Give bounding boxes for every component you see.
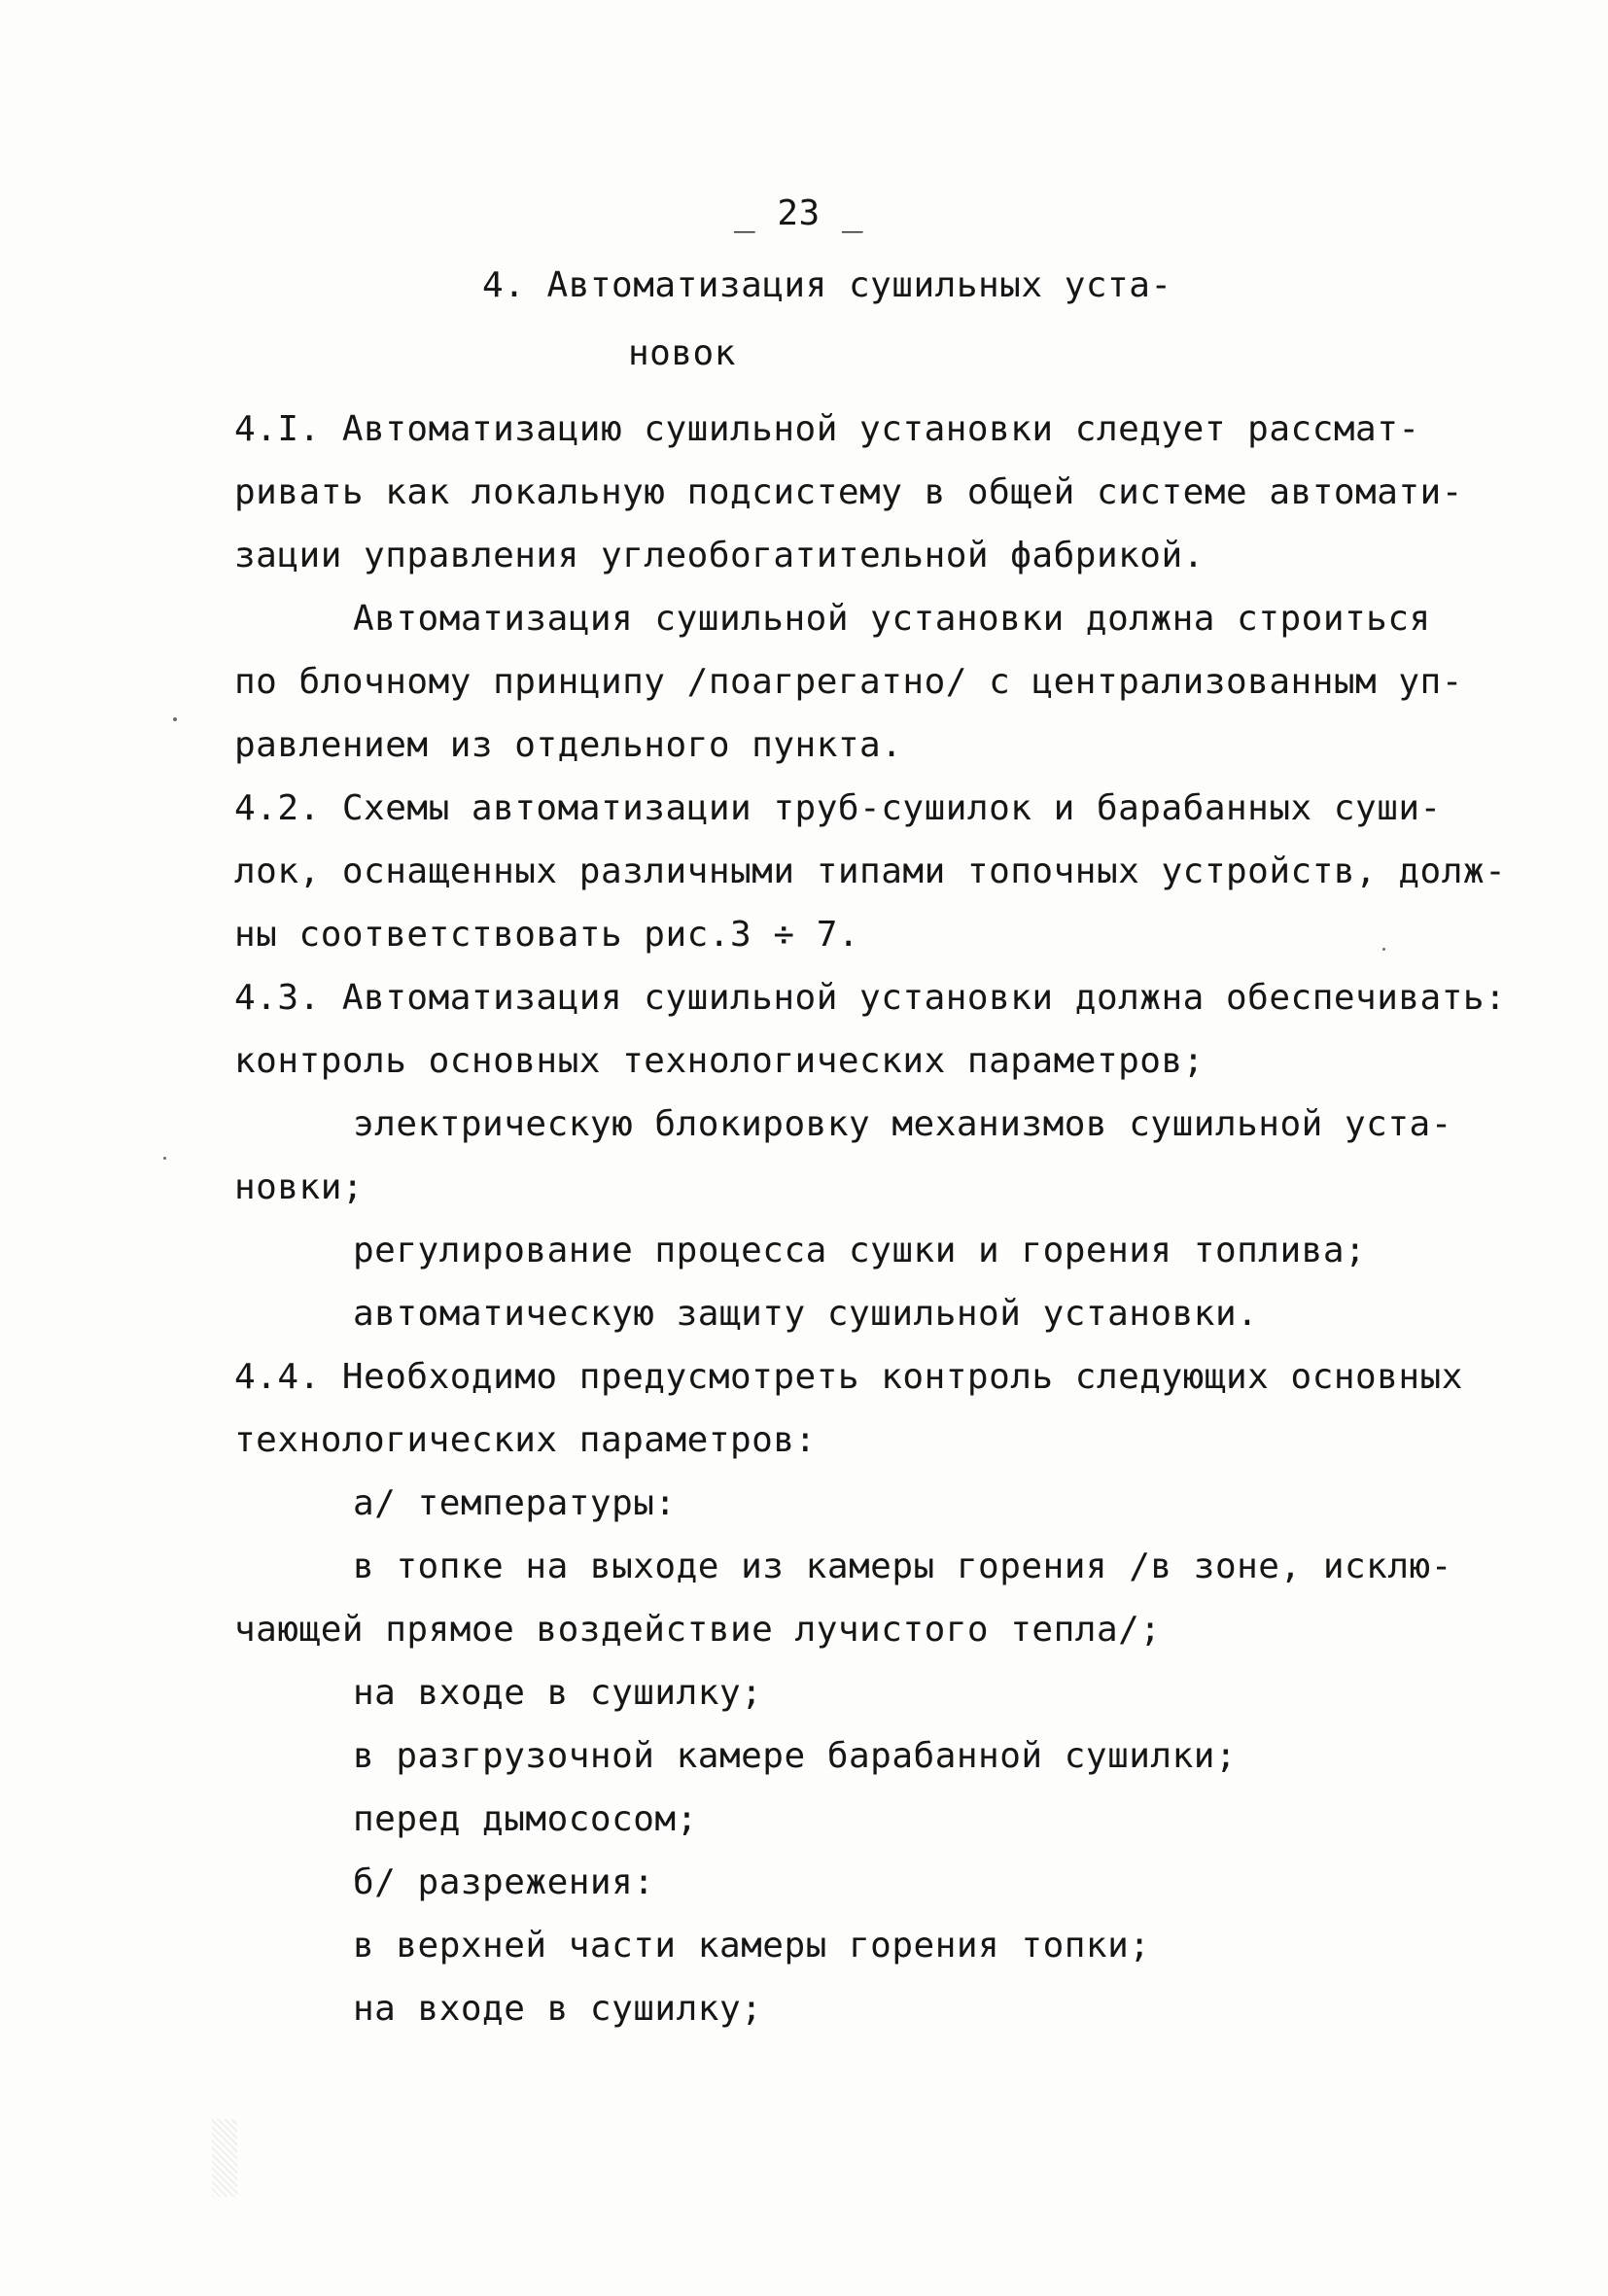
text-line: 4.3. Автоматизация сушильной установки должна обеспечивать: [234,978,1507,1018]
scan-smudge [212,2119,237,2197]
text-line: 4.4. Необходимо предусмотреть контроль следующих основных [234,1357,1463,1397]
text-line: равлением из отдельного пункта. [234,725,903,765]
text-line: новки; [234,1167,365,1207]
section-title-line-2: новок [628,333,736,373]
text-line: в разгрузочной камере барабанной сушилки; [353,1736,1238,1776]
text-line: перед дымососом; [353,1799,698,1839]
text-line: в верхней части камеры горения топки; [353,1926,1151,1966]
text-line: на входе в сушилку; [353,1989,763,2029]
scan-speck [1382,948,1385,951]
text-line: регулирование процесса сушки и горения топлива; [353,1231,1367,1270]
text-line: на входе в сушилку; [353,1673,763,1713]
text-line: технологических параметров: [234,1420,817,1460]
page-number: _ 23 _ [734,193,864,233]
text-line: лок, оснащенных различными типами топочных устройств, долж- [234,852,1507,891]
text-line: электрическую блокировку механизмов сушильной уста- [353,1104,1452,1144]
section-title-line-1: 4. Автоматизация сушильных уста- [482,265,1172,305]
text-line: 4.2. Схемы автоматизации труб-сушилок и барабанных суши- [234,788,1442,828]
text-line: ривать как локальную подсистему в общей системе автомати- [234,472,1463,512]
scan-speck [173,717,177,721]
text-line: по блочному принципу /поагрегатно/ с централизованным уп- [234,662,1463,702]
text-line: автоматическую защиту сушильной установки. [353,1294,1259,1334]
text-line: ны соответствовать рис.3 ÷ 7. [234,915,860,955]
text-line: а/ температуры: [353,1483,677,1523]
scan-speck [163,1157,166,1160]
text-line: зации управления углеобогатительной фабрикой. [234,536,1205,575]
text-line: б/ разрежения: [353,1862,655,1902]
text-line: 4.I. Автоматизацию сушильной установки следует рассмат- [234,409,1420,449]
text-line: в топке на выходе из камеры горения /в зоне, исклю- [353,1547,1452,1586]
text-line: Автоматизация сушильной установки должна строиться [353,599,1431,639]
text-line: чающей прямое воздействие лучистого тепла/; [234,1610,1162,1650]
text-line: контроль основных технологических параметров; [234,1041,1205,1081]
